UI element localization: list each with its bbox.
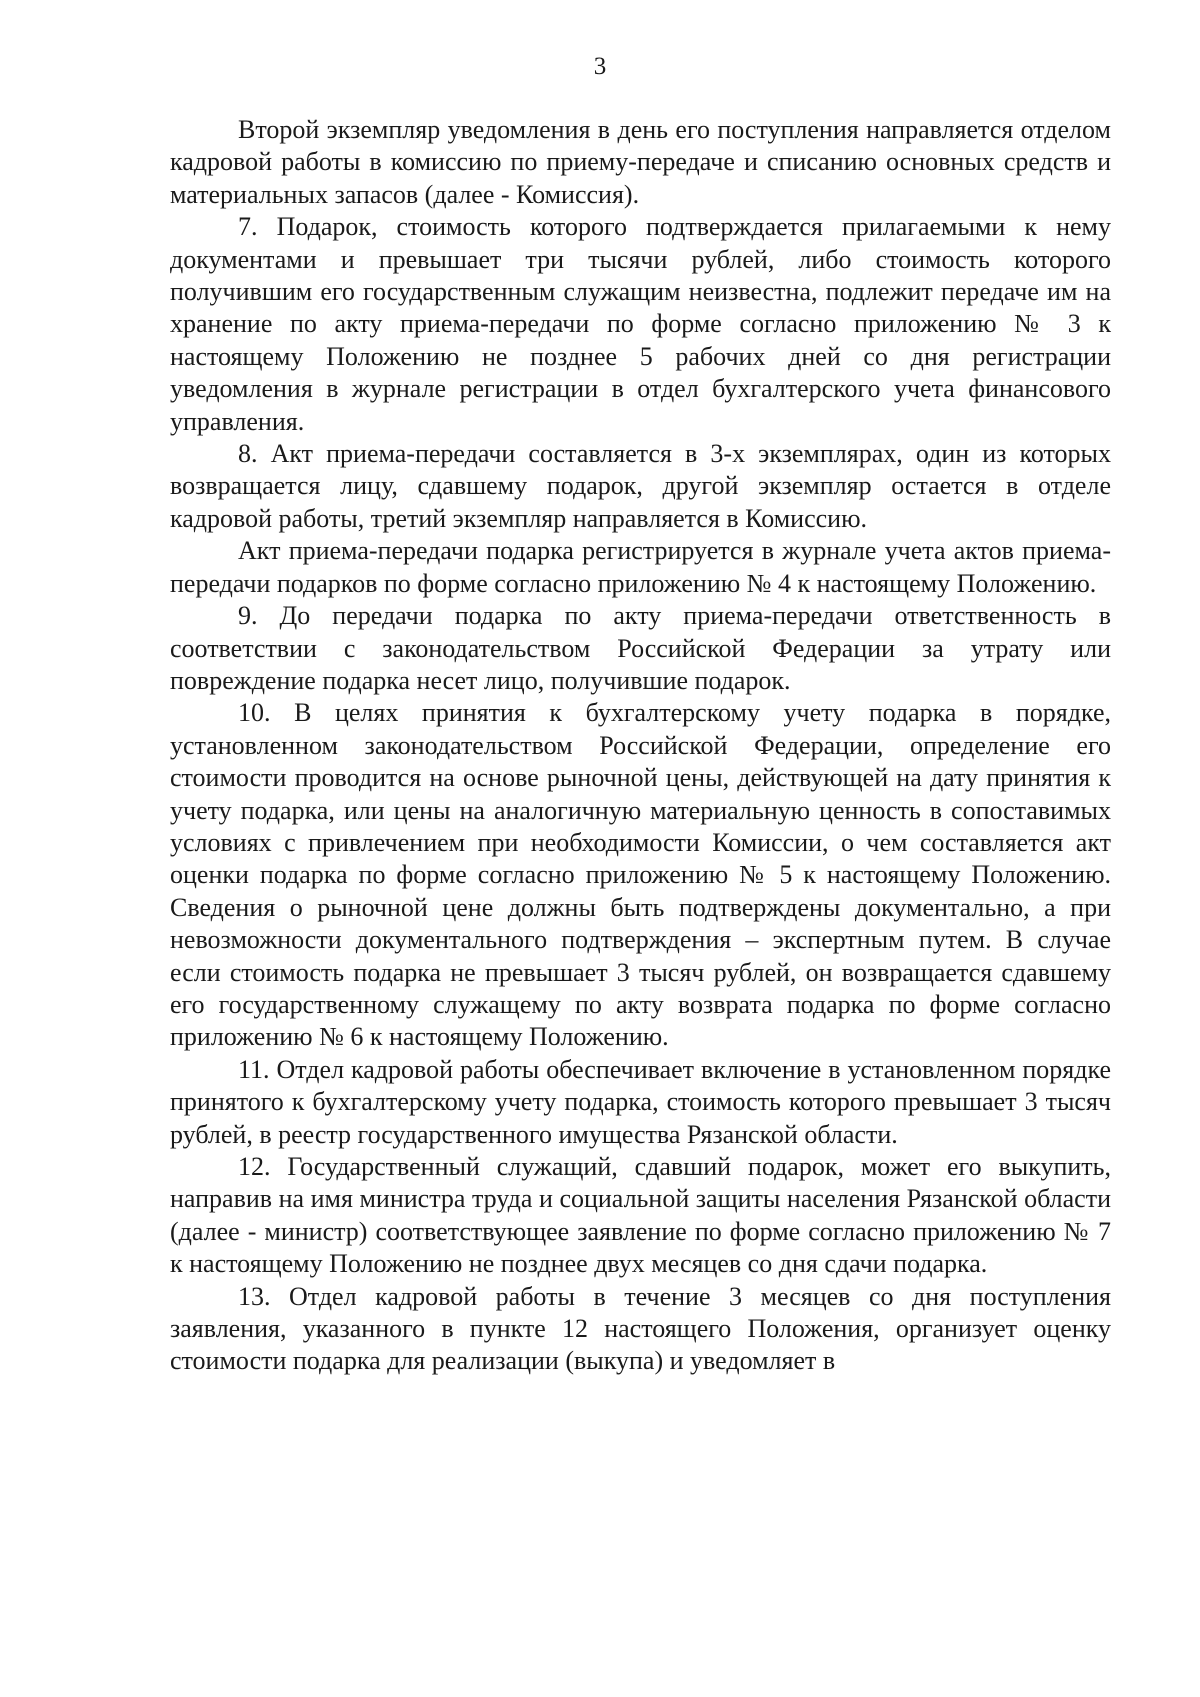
paragraph-item-9: 9. До передачи подарка по акту приема-передачи ответственность в соответствии с законодательством Российской Федерации за утрату или повреждение подарка несет лицо, получившие подарок. bbox=[170, 601, 1111, 695]
paragraph-item-10: 10. В целях принятия к бухгалтерскому учету подарка в порядке, установленном законодательством Российской Федерации, определение его стоимости проводится на основе рыночной цены, действующей на дату принятия к учету подарка, или цены на аналогичную материальную ценность в сопоставимых условиях с привлечением при необходимости Комиссии, о чем составляется акт оценки подарка по форме согласно приложению № 5 к настоящему Положению. Сведения о рыночной цене должны быть подтверждены документально, а при невозможности документального подтверждения – экспертным путем. В случае если стоимость подарка не превышает 3 тысяч рублей, он возвращается сдавшему его государственному служащему по акту возврата подарка по форме согласно приложению № 6 к настоящему Положению. bbox=[170, 698, 1111, 1052]
paragraph-item-13: 13. Отдел кадровой работы в течение 3 месяцев со дня поступления заявления, указанного в пункте 12 настоящего Положения, организует оценку стоимости подарка для реализации (выкупа) и уведомляет в bbox=[170, 1281, 1111, 1376]
paragraph-second-copy: Второй экземпляр уведомления в день его поступления направляется отделом кадровой работы в комиссию по приему-передаче и списанию основных средств и материальных запасов (далее - Комиссия). bbox=[170, 115, 1111, 209]
paragraph-act-registration: Акт приема-передачи подарка регистрируется в журнале учета актов приема-передачи подарков по форме согласно приложению № 4 к настоящему Положению. bbox=[170, 536, 1111, 598]
paragraph-item-7: 7. Подарок, стоимость которого подтверждается прилагаемыми к нему документами и превышает три тысячи рублей, либо стоимость которого получившим его государственным служащим неизвестна, подлежит передаче им на хранение по акту приема-передачи по форме согласно приложению № 3 к настоящему Положению не позднее 5 рабочих дней со дня регистрации уведомления в журнале регистрации в отдел бухгалтерского учета финансового управления. bbox=[170, 212, 1111, 436]
paragraph-item-12: 12. Государственный служащий, сдавший подарок, может его выкупить, направив на имя министра труда и социальной защиты населения Рязанской области (далее - министр) соответствующее заявление по форме согласно приложению № 7 к настоящему Положению не позднее двух месяцев со дня сдачи подарка. bbox=[170, 1152, 1111, 1279]
paragraph-item-11: 11. Отдел кадровой работы обеспечивает включение в установленном порядке принятого к бухгалтерскому учету подарка, стоимость которого превышает 3 тысяч рублей, в реестр государственного имущества Рязанской области. bbox=[170, 1054, 1111, 1149]
document-body bbox=[170, 114, 1111, 1378]
paragraph-item-8: 8. Акт приема-передачи составляется в 3-х экземплярах, один из которых возвращается лицу, сдавшему подарок, другой экземпляр остается в отделе кадровой работы, третий экземпляр направляется в Комиссию. bbox=[170, 439, 1111, 533]
page-number: 3 bbox=[593, 53, 607, 80]
